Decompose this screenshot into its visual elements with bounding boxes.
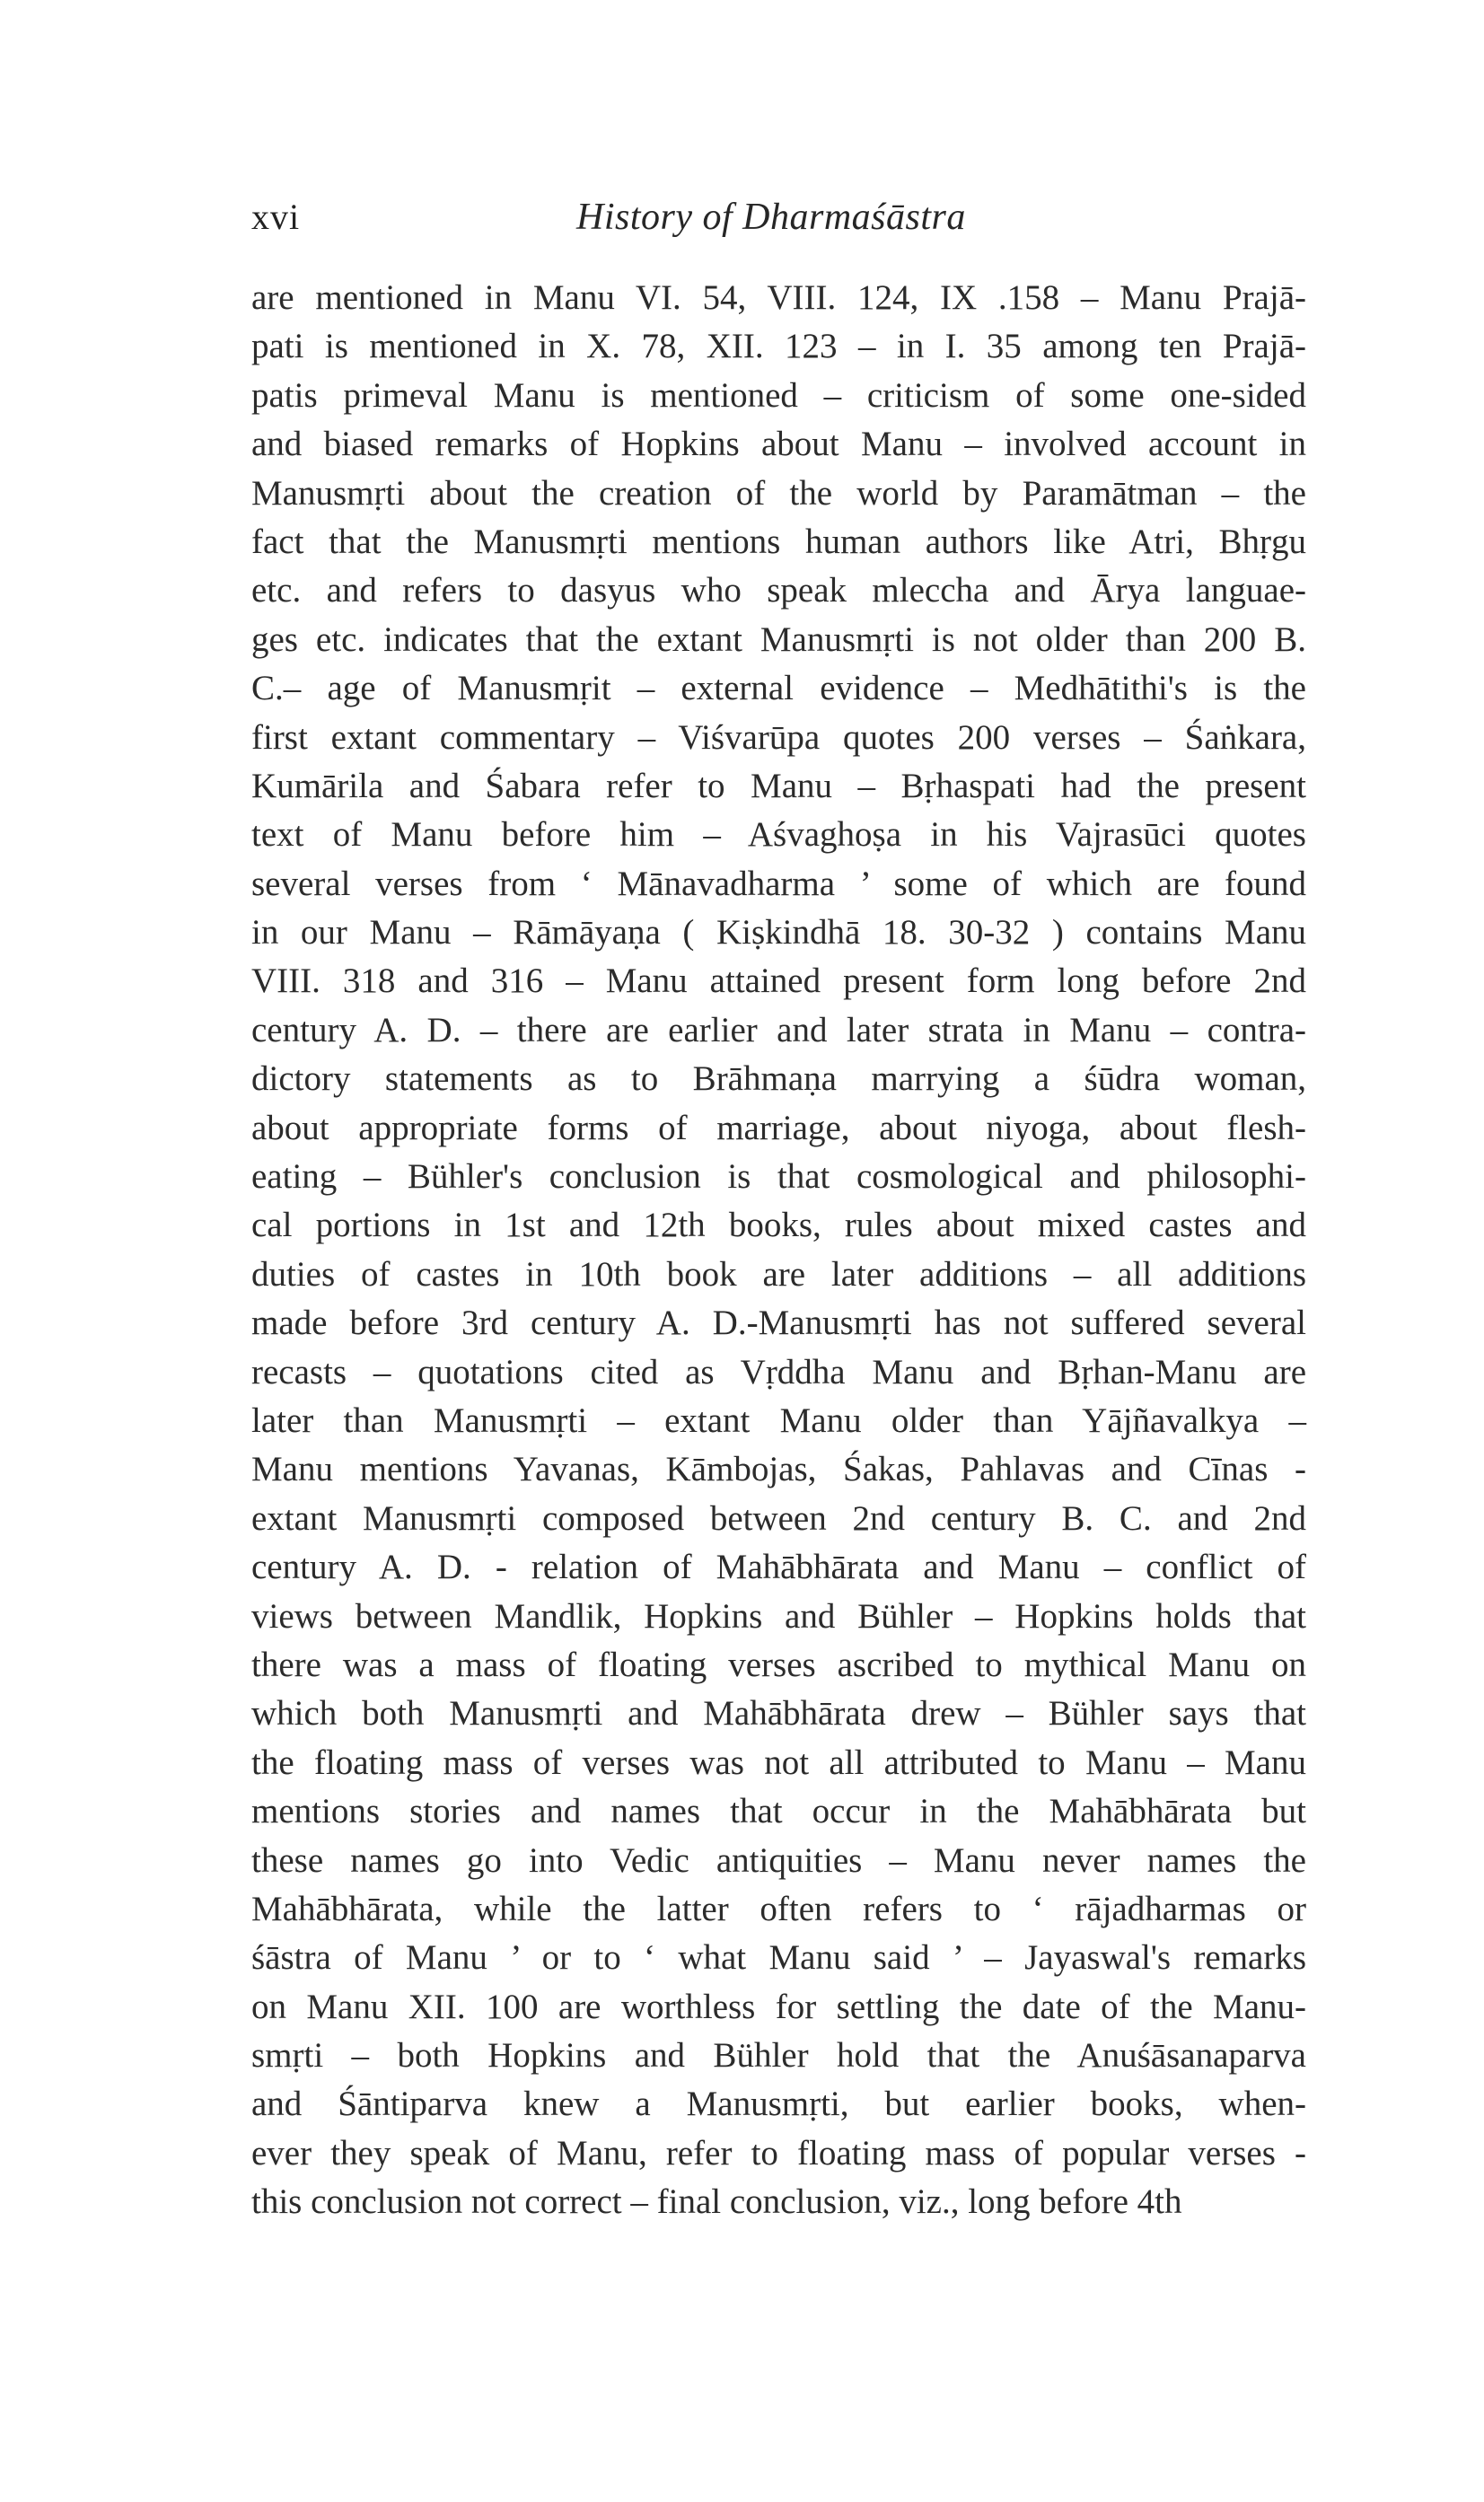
text-line: fact that the Manusmṛti mentions human authors like Atri, Bhṛgu (251, 522, 1306, 561)
text-line: Manusmṛti about the creation of the world by Paramātman – the (251, 473, 1306, 513)
text-line: views between Mandlik, Hopkins and Bühler – Hopkins holds that (251, 1596, 1306, 1636)
text-line: several verses from ‘ Mānavadharma ’ some of which are found (251, 864, 1306, 903)
text-line: on Manu XII. 100 are worthless for settling the date of the Manu- (251, 1987, 1306, 2026)
text-line: made before 3rd century A. D.-Manusmṛti has not suffered several (251, 1304, 1306, 1343)
text-line: and biased remarks of Hopkins about Manu – involved account in (251, 425, 1306, 464)
text-line: ever they speak of Manu, refer to floating mass of popular verses - (251, 2133, 1306, 2173)
text-line: the floating mass of verses was not all attributed to Manu – Manu (251, 1743, 1306, 1782)
text-line: extant Manusmṛti composed between 2nd century B. C. and 2nd (251, 1498, 1306, 1538)
body-text (251, 274, 1306, 2227)
text-line: ges etc. indicates that the extant Manusmṛti is not older than 200 B. (251, 619, 1306, 659)
text-line: about appropriate forms of marriage, about niyoga, about flesh- (251, 1108, 1306, 1147)
text-line: śāstra of Manu ’ or to ‘ what Manu said ’ – Jayaswal's remarks (251, 1938, 1306, 1978)
text-line: duties of castes in 10th book are later additions – all additions (251, 1254, 1306, 1294)
text-line: mentions stories and names that occur in the Mahābhārata but (251, 1792, 1306, 1831)
text-line: Manu mentions Yavanas, Kāmbojas, Śakas, Pahlavas and Cīnas - (251, 1450, 1306, 1489)
text-line: there was a mass of floating verses ascribed to mythical Manu on (251, 1645, 1306, 1684)
text-line: century A. D. – there are earlier and later strata in Manu – contra- (251, 1010, 1306, 1049)
text-line: this conclusion not correct – final conclusion, viz., long before 4th (251, 2182, 1182, 2222)
running-head (251, 196, 1329, 250)
text-line: smṛti – both Hopkins and Bühler hold that the Anuśāsanaparva (251, 2036, 1306, 2076)
text-line: dictory statements as to Brāhmaṇa marrying a śūdra woman, (251, 1059, 1306, 1099)
text-line: first extant commentary – Viśvarūpa quotes 200 verses – Śaṅkara, (251, 717, 1306, 757)
text-line: etc. and refers to dasyus who speak mleccha and Ārya languae- (251, 571, 1306, 610)
running-title: History of Dharmaśāstra (576, 197, 966, 238)
text-line: in our Manu – Rāmāyaṇa ( Kiṣkindhā 18. 30-32 ) contains Manu (251, 913, 1306, 953)
text-line: later than Manusmṛti – extant Manu older than Yājñavalkya – (251, 1400, 1306, 1440)
text-line: recasts – quotations cited as Vṛddha Manu and Bṛhan-Manu are (251, 1352, 1306, 1391)
text-line: text of Manu before him – Aśvaghoṣa in his Vajrasūci quotes (251, 815, 1306, 855)
text-line: patis primeval Manu is mentioned – criticism of some one-sided (251, 375, 1306, 415)
text-line: Kumārila and Śabara refer to Manu – Bṛhaspati had the present (251, 766, 1306, 805)
page-number: xvi (251, 197, 301, 237)
text-line: which both Manusmṛti and Mahābhārata drew – Bühler says that (251, 1694, 1306, 1734)
text-line: and Śāntiparva knew a Manusmṛti, but earlier books, when- (251, 2085, 1306, 2124)
text-line: cal portions in 1st and 12th books, rules about mixed castes and (251, 1206, 1306, 1245)
text-line: these names go into Vedic antiquities – Manu never names the (251, 1840, 1306, 1880)
text-line: century A. D. - relation of Mahābhārata and Manu – conflict of (251, 1548, 1306, 1587)
text-line: are mentioned in Manu VI. 54, VIII. 124, IX .158 – Manu Prajā- (251, 278, 1306, 317)
text-line: VIII. 318 and 316 – Manu attained present form long before 2nd (251, 961, 1306, 1001)
text-line: pati is mentioned in X. 78, XII. 123 – in I. 35 among ten Prajā- (251, 327, 1306, 366)
text-line: eating – Bühler's conclusion is that cosmological and philosophi- (251, 1157, 1306, 1197)
text-line: C.– age of Manusmṛit – external evidence – Medhātithi's is the (251, 669, 1306, 708)
text-line: Mahābhārata, while the latter often refers to ‘ rājadharmas or (251, 1889, 1306, 1928)
